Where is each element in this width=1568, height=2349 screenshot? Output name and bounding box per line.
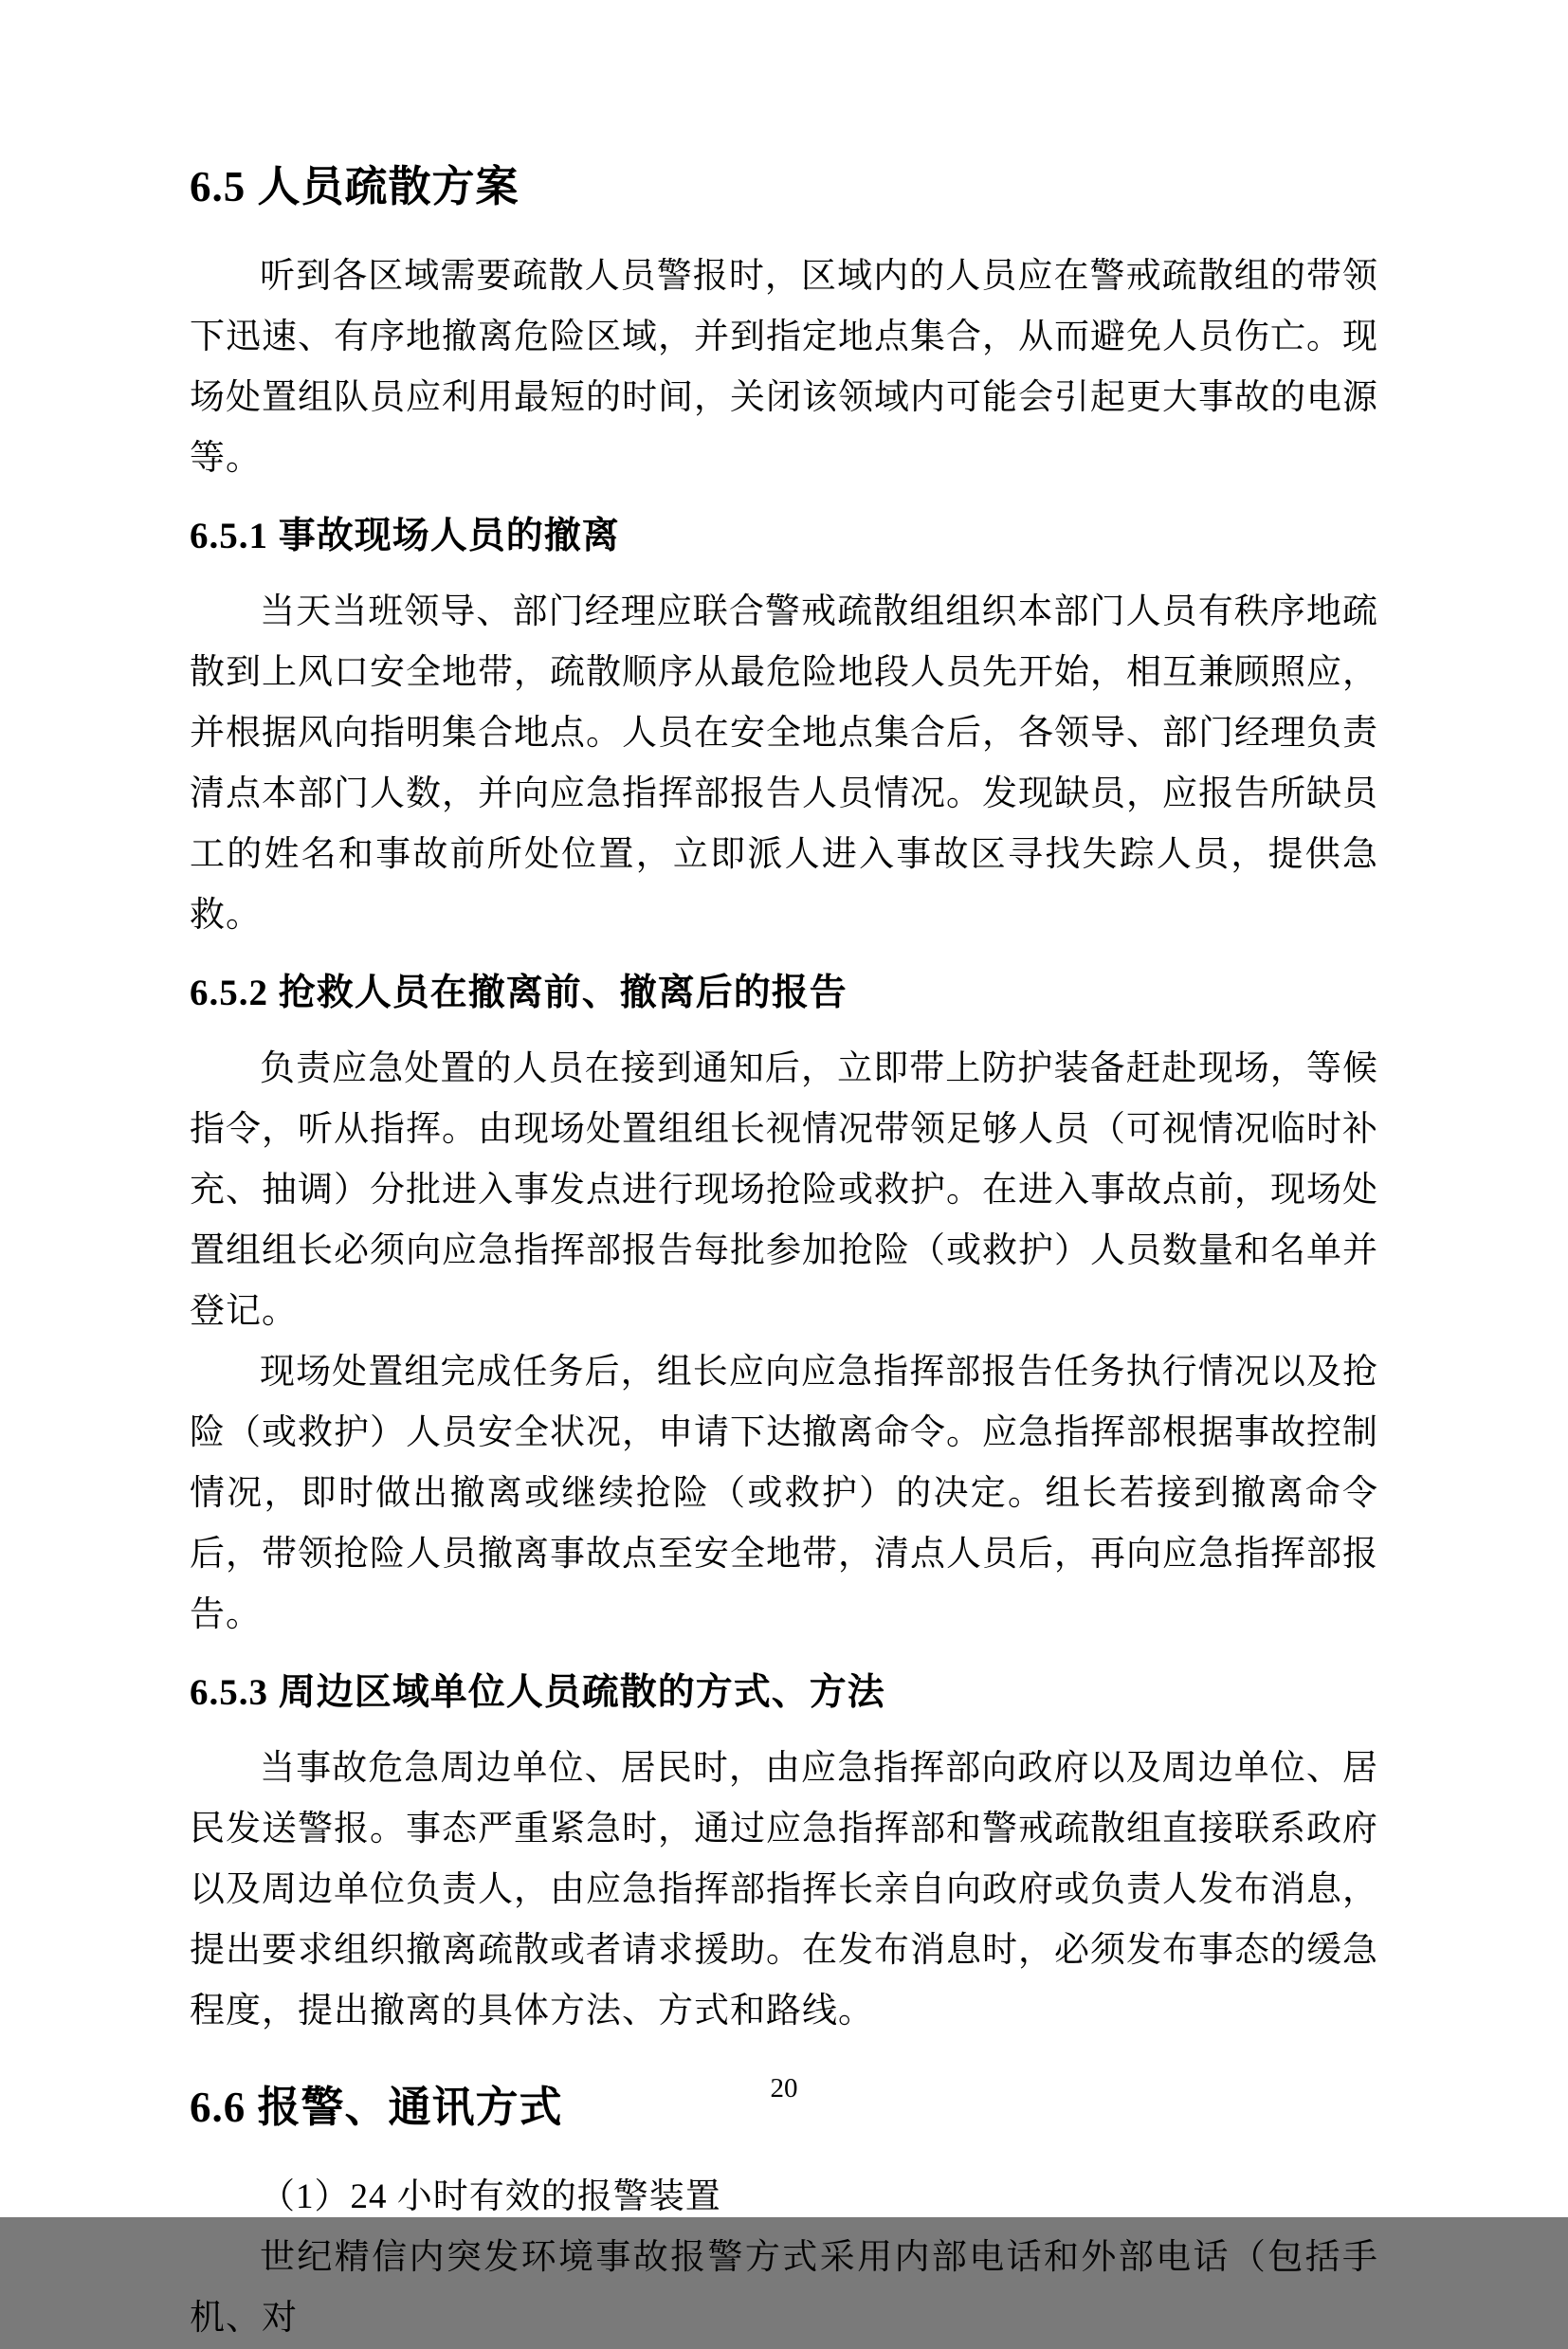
paragraph: （1）24 小时有效的报警装置 <box>260 2177 721 2216</box>
page-number: 20 <box>770 2073 798 2103</box>
section-heading: 6.5.2 抢救人员在撤离前、撤离后的报告 <box>190 973 848 1013</box>
paragraph: 听到各区域需要疏散人员警报时，区域内的人员应在警戒疏散组的带领下迅速、有序地撤离危险区域，并到指定地点集合，从而避免人员伤亡。现场处置组队员应利用最短的时间，关闭该领域内可能会引起更大事故的电源等。 <box>190 257 1378 478</box>
section-heading: 6.5.3 周边区域单位人员疏散的方式、方法 <box>190 1672 885 1713</box>
paragraph: 现场处置组完成任务后，组长应向应急指挥部报告任务执行情况以及抢险（或救护）人员安全状况，申请下达撤离命令。应急指挥部根据事故控制情况，即时做出撤离或继续抢险（或救护）的决定。组长若接到撤离命令后，带领抢险人员撤离事故点至安全地带，清点人员后，再向应急指挥部报告。 <box>190 1353 1378 1634</box>
section-heading: 6.5.1 事故现场人员的撤离 <box>190 516 620 556</box>
paragraph: 世纪精信内突发环境事故报警方式采用内部电话和外部电话（包括手机、对 <box>190 2238 1378 2338</box>
paragraph: 当事故危急周边单位、居民时，由应急指挥部向政府以及周边单位、居民发送警报。事态严重紧急时，通过应急指挥部和警戒疏散组直接联系政府以及周边单位负责人，由应急指挥部指挥长亲自向政府或负责人发布消息，提出要求组织撤离疏散或者请求援助。在发布消息时，必须发布事态的缓急程度，提出撤离的具体方法、方式和路线。 <box>190 1749 1378 2030</box>
paragraph: 当天当班领导、部门经理应联合警戒疏散组组织本部门人员有秩序地疏散到上风口安全地带，疏散顺序从最危险地段人员先开始，相互兼顾照应，并根据风向指明集合地点。人员在安全地点集合后，各领导、部门经理负责清点本部门人数，并向应急指挥部报告人员情况。发现缺员，应报告所缺员工的姓名和事故前所处位置，立即派人进入事故区寻找失踪人员，提供急救。 <box>190 592 1378 935</box>
document-content <box>190 159 1378 2349</box>
paragraph: 负责应急处置的人员在接到通知后，立即带上防护装备赶赴现场，等候指令，听从指挥。由现场处置组组长视情况带领足够人员（可视情况临时补充、抽调）分批进入事发点进行现场抢险或救护。在进入事故点前，现场处置组组长必须向应急指挥部报告每批参加抢险（或救护）人员数量和名单并登记。 <box>190 1049 1378 1331</box>
section-heading: 6.5 人员疏散方案 <box>190 163 520 210</box>
section-heading: 6.6 报警、通讯方式 <box>190 2084 563 2131</box>
